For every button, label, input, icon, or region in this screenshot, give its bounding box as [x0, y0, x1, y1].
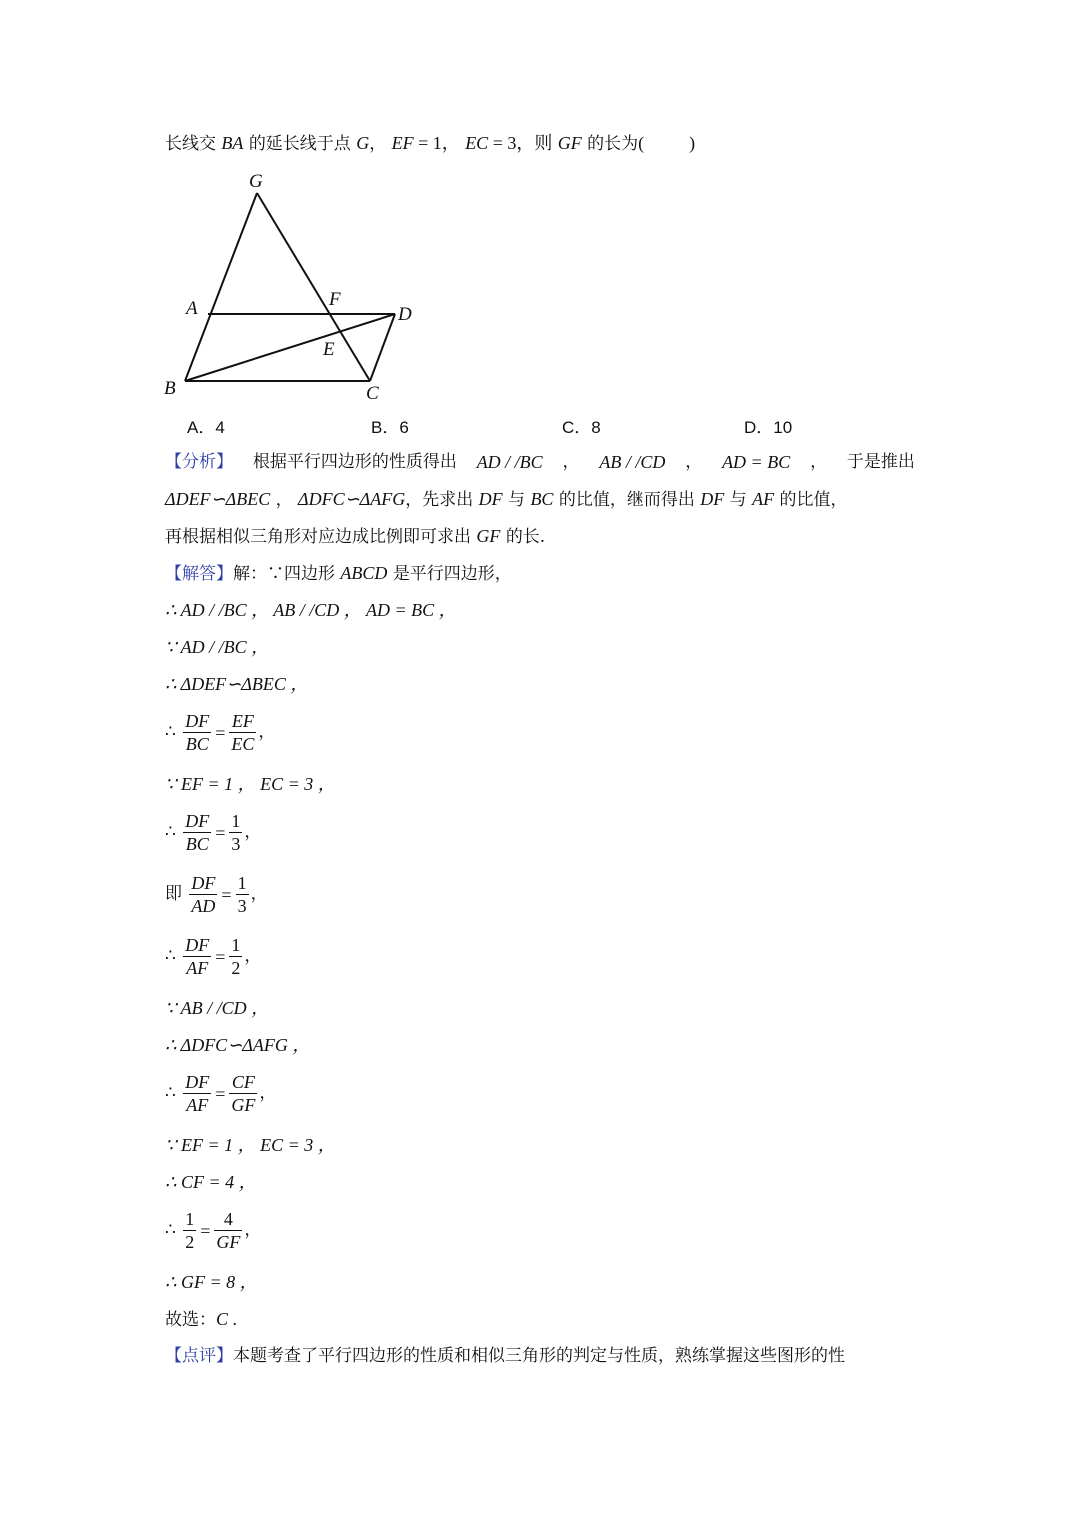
- option-b[interactable]: B．6: [371, 418, 409, 437]
- segment-dc: [370, 314, 395, 381]
- solution-step-8: ∴ $\frac{DF}{AF}$ = $\frac{1}{2}$ ，: [165, 935, 262, 978]
- solution-step-14: ∴ $\frac{1}{2}$ = $\frac{4}{GF}$ ，: [165, 1209, 262, 1252]
- answer-options: [0, 413, 1080, 437]
- label-e: E: [323, 339, 335, 360]
- label-g: G: [249, 171, 263, 192]
- comment-line: 【点评】本题考查了平行四边形的性质和相似三角形的判定与性质，熟练掌握这些图形的性: [165, 1346, 845, 1366]
- fraction: $\frac{1}{2}$: [231, 935, 241, 978]
- solution-step-10: ∴ ΔDFC∽ΔAFG ，: [165, 1035, 311, 1055]
- solution-step-4: ∴ $\frac{DF}{BC}$ = $\frac{EF}{EC}$ ，: [165, 711, 276, 754]
- solution-step-3: ∴ ΔDEF∽ΔBEC ，: [165, 674, 309, 694]
- fraction: $\frac{4}{GF}$: [216, 1209, 241, 1252]
- fraction: $\frac{DF}{BC}$: [185, 811, 210, 854]
- fraction: $\frac{DF}{AF}$: [185, 935, 210, 978]
- solution-step-7: 即 $\frac{DF}{AD}$ = $\frac{1}{3}$ ，: [165, 873, 268, 916]
- segment-gb: [185, 193, 257, 381]
- fraction: $\frac{DF}{AF}$: [185, 1072, 210, 1115]
- fraction: $\frac{1}{3}$: [237, 873, 247, 916]
- solution-answer: 故选：C .: [165, 1309, 238, 1330]
- solution-step-2: ∵ AD / /BC ，: [165, 637, 270, 657]
- label-d: D: [398, 304, 412, 325]
- solution-step-1: ∴ AD / /BC ， AB / /CD ， AD = BC ，: [165, 600, 457, 620]
- analysis-line-2: ΔDEF∽ΔBEC ， ΔDFC∽ΔAFG，先求出 DF 与 BC 的比值，继而得出 DF 与 AF 的比值，: [165, 489, 848, 510]
- solution-step-5: ∵ EF = 1 ， EC = 3 ，: [165, 774, 336, 794]
- label-c: C: [366, 383, 379, 404]
- solution-intro: 【解答】解：∵四边形 ABCD 是平行四边形，: [165, 563, 512, 584]
- analysis-line-1: 【分析】 根据平行四边形的性质得出 AD / /BC ， AB / /CD ， AD = BC ， 于是推出: [165, 452, 915, 472]
- solution-step-13: ∴ CF = 4 ，: [165, 1172, 257, 1192]
- analysis-line-3: 再根据相似三角形对应边成比例即可求出 GF 的长.: [165, 526, 546, 547]
- option-a[interactable]: A．4: [187, 418, 225, 437]
- solution-step-15: ∴ GF = 8 ，: [165, 1272, 258, 1292]
- geometry-figure: [150, 165, 440, 410]
- solution-step-12: ∵ EF = 1 ， EC = 3 ，: [165, 1135, 336, 1155]
- comment-tag: 【点评】: [165, 1346, 233, 1366]
- question-stem: 长线交 BA 的延长线于点 G， EF = 1， EC = 3，则 GF 的长为( ): [165, 133, 696, 154]
- solution-step-6: ∴ $\frac{DF}{BC}$ = $\frac{1}{3}$ ，: [165, 811, 262, 854]
- option-c[interactable]: C．8: [562, 418, 601, 437]
- solution-step-11: ∴ $\frac{DF}{AF}$ = $\frac{CF}{GF}$ ，: [165, 1072, 277, 1115]
- fraction: $\frac{EF}{EC}$: [231, 711, 255, 754]
- option-d[interactable]: D．10: [744, 418, 793, 437]
- fraction: $\frac{DF}{AD}$: [191, 873, 216, 916]
- label-b: B: [164, 378, 176, 399]
- analysis-tag: 【分析】: [165, 452, 233, 472]
- fraction: $\frac{CF}{GF}$: [231, 1072, 256, 1115]
- label-a: A: [186, 298, 198, 319]
- solution-tag: 【解答】: [165, 564, 233, 584]
- label-f: F: [329, 289, 341, 310]
- fraction: $\frac{1}{3}$: [231, 811, 241, 854]
- solution-step-9: ∵ AB / /CD ，: [165, 998, 270, 1018]
- fraction: $\frac{DF}{BC}$: [185, 711, 210, 754]
- fraction: $\frac{1}{2}$: [185, 1209, 195, 1252]
